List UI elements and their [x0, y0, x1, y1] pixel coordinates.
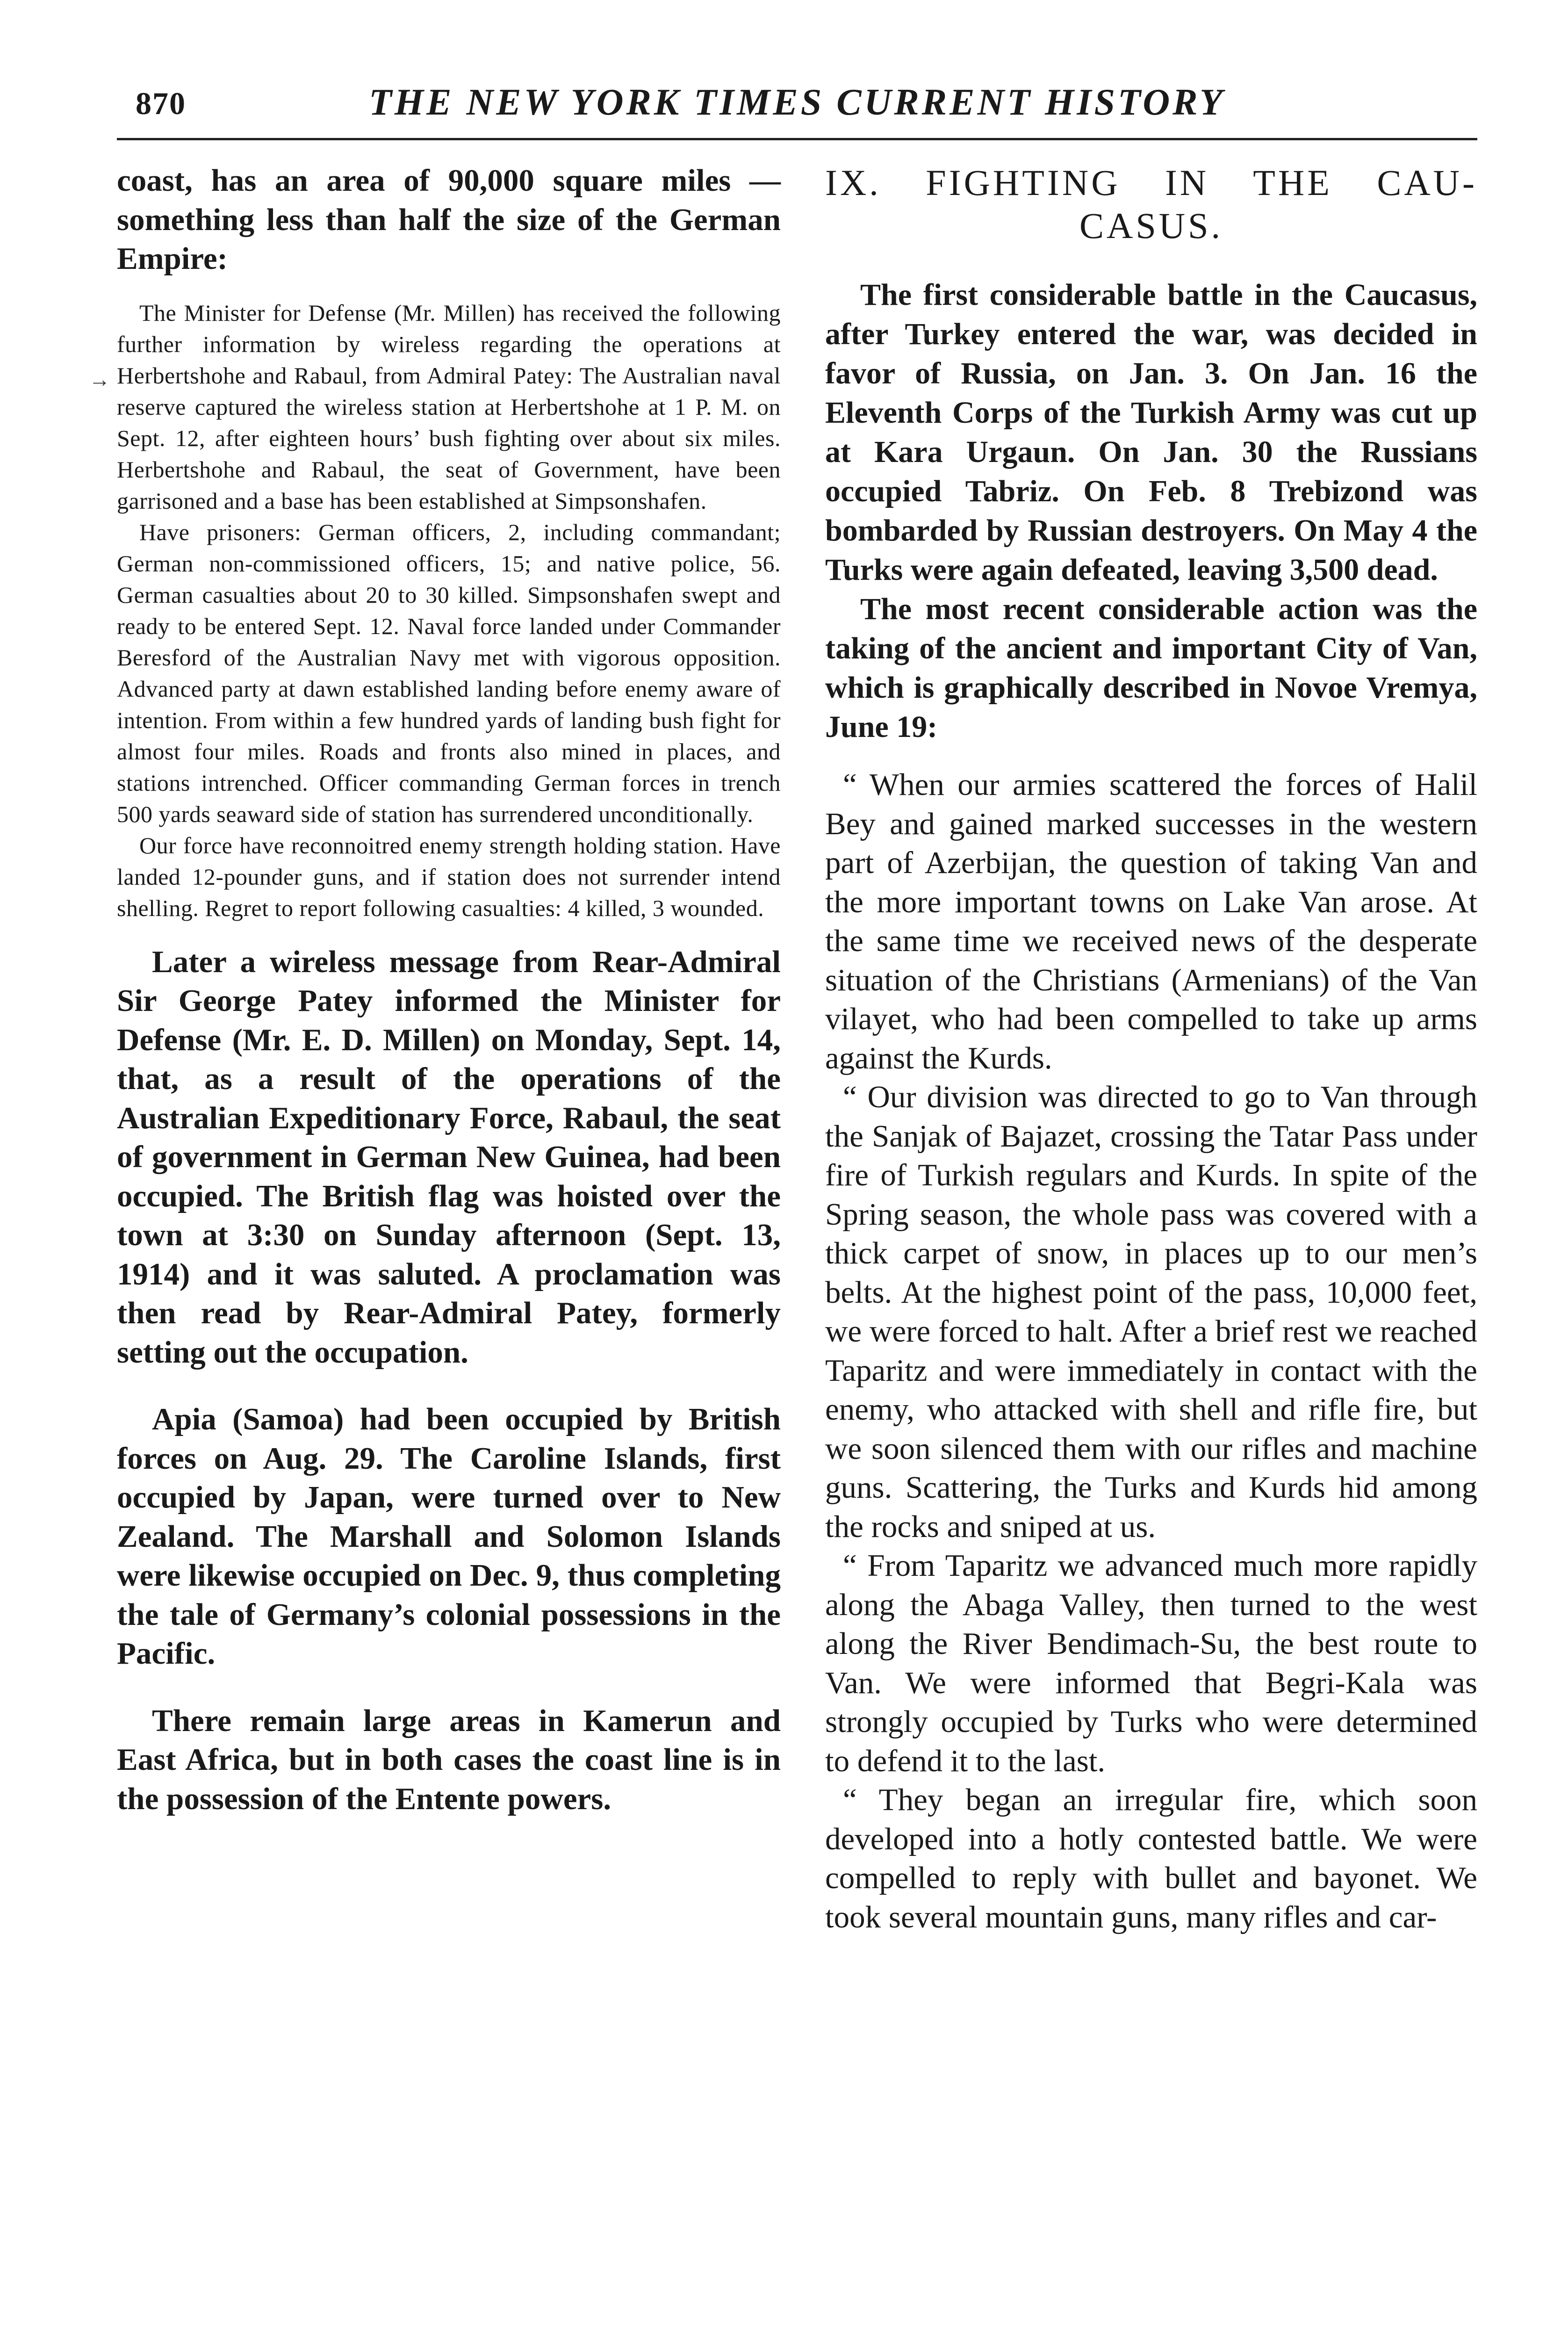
- section-heading-line-1: IX. FIGHTING IN THE CAU-: [825, 162, 1477, 203]
- dispatch-paragraph-3: Our force have reconnoitred enemy strength holding station. Have landed 12-pounder guns, and if station does not surrender intend shelling. Regret to report following casualties: 4 killed, 3 wounded.: [117, 832, 781, 921]
- quote-paragraph-3: “ From Taparitz we advanced much more rapidly along the Abaga Valley, then turned to the west along the River Bendimach-Su, the best route to Van. We were informed that Begri-Kala was strongly occupied by Turks who were determined to defend it to the last.: [825, 1548, 1477, 1778]
- quote-paragraph-4: “ They began an irregular fire, which soon developed into a hotly contested battle. We were compelled to reply with bullet and bayonet. We took several mountain guns, many rifles and car-: [825, 1782, 1477, 1934]
- dispatch-paragraph-1: The Minister for Defense (Mr. Millen) has received the following further information by wireless regarding the operations at Herbertshohe and Rabaul, from Admiral Patey: The Australian naval reserve captured the wireless station at Herbertshohe at 1 P. M. on Sept. 12, after eighteen hours’ bush fighting over about six miles. Herbertshohe and Rabaul, the seat of Government, have been garrisoned and a base has been established at Simpsonshafen.: [117, 299, 781, 514]
- running-title: THE NEW YORK TIMES CURRENT HISTORY: [369, 82, 1225, 123]
- quote-paragraph-1: “ When our armies scattered the forces of Halil Bey and gained marked successes in the western part of Azerbijan, the question of taking Van and the more important towns on Lake Van arose. At the same time we received news of the desperate situation of the Christians (Armenians) of the Van vilayet, who had been compelled to take up arms against the Kurds.: [825, 767, 1477, 1075]
- body-paragraph-3: There remain large areas in Kamerun and East Africa, but in both cases the coast line is in the possession of the Entente powers.: [117, 1703, 781, 1816]
- body-paragraph-2: Apia (Samoa) had been occupied by British forces on Aug. 29. The Caroline Islands, first occupied by Japan, were turned over to New Zealand. The Marshall and Solomon Islands were likewise occupied on Dec. 9, thus completing the tale of Germany’s colonial possessions in the Pacific.: [117, 1402, 781, 1671]
- section-heading-line-2: CASUS.: [1079, 205, 1223, 246]
- body-paragraph-1: Later a wireless message from Rear-Admiral Sir George Patey informed the Minister for Defense (Mr. E. D. Millen) on Monday, Sept. 14, that, as a result of the operations of the Australian Expeditionary Force, Rabaul, the seat of government in German New Guinea, had been occupied. The British flag was hoisted over the town at 3:30 on Sunday afternoon (Sept. 13, 1914) and it was saluted. A proclamation was then read by Rear-Admiral Patey, formerly setting out the occupation.: [117, 944, 781, 1370]
- left-column: [117, 161, 781, 1818]
- page-number: 870: [136, 86, 186, 121]
- right-column: [825, 161, 1477, 1937]
- intro-paragraph: coast, has an area of 90,000 square miles —something less than half the size of the German Empire:: [117, 163, 781, 276]
- header-rule: [117, 138, 1477, 140]
- quote-paragraph-2: “ Our division was directed to go to Van through the Sanjak of Bajazet, crossing the Tatar Pass under fire of Turkish regulars and Kurds. In spite of the Spring season, the whole pass was covered with a thick carpet of snow, in places up to our men’s belts. At the highest point of the pass, 10,000 feet, we were forced to halt. After a brief rest we reached Taparitz and were immediately in contact with the enemy, who attacked with shell and rifle fire, but we soon silenced them with our rifles and machine guns. Scattering, the Turks and Kurds hid among the rocks and sniped at us.: [825, 1080, 1477, 1544]
- margin-mark: →: [89, 368, 110, 391]
- caucasus-paragraph-1: The first considerable battle in the Caucasus, after Turkey entered the war, was decided in favor of Russia, on Jan. 3. On Jan. 16 the Eleventh Corps of the Turkish Army was cut up at Kara Urgaun. On Jan. 30 the Russians occupied Tabriz. On Feb. 8 Trebizond was bombarded by Russian destroyers. On May 4 the Turks were again defeated, leaving 3,500 dead.: [825, 278, 1477, 587]
- page-header: [117, 79, 1477, 130]
- dispatch-paragraph-2: Have prisoners: German officers, 2, including commandant; German non-commissioned officers, 15; and native police, 56. German casualties about 20 to 30 killed. Simpsonshafen swept and ready to be entered Sept. 12. Naval force landed under Commander Beresford of the Australian Navy met with vigorous opposition. Advanced party at dawn established landing before enemy aware of intention. From within a few hundred yards of landing bush fight for almost four miles. Roads and fronts also mined in places, and stations intrenched. Officer commanding German forces in trench 500 yards seaward side of station has surrendered unconditionally.: [117, 519, 781, 827]
- section-heading: [825, 161, 1477, 247]
- caucasus-paragraph-2: The most recent considerable action was the taking of the ancient and important City of Van, which is graphically described in Novoe Vremya, June 19:: [825, 592, 1477, 744]
